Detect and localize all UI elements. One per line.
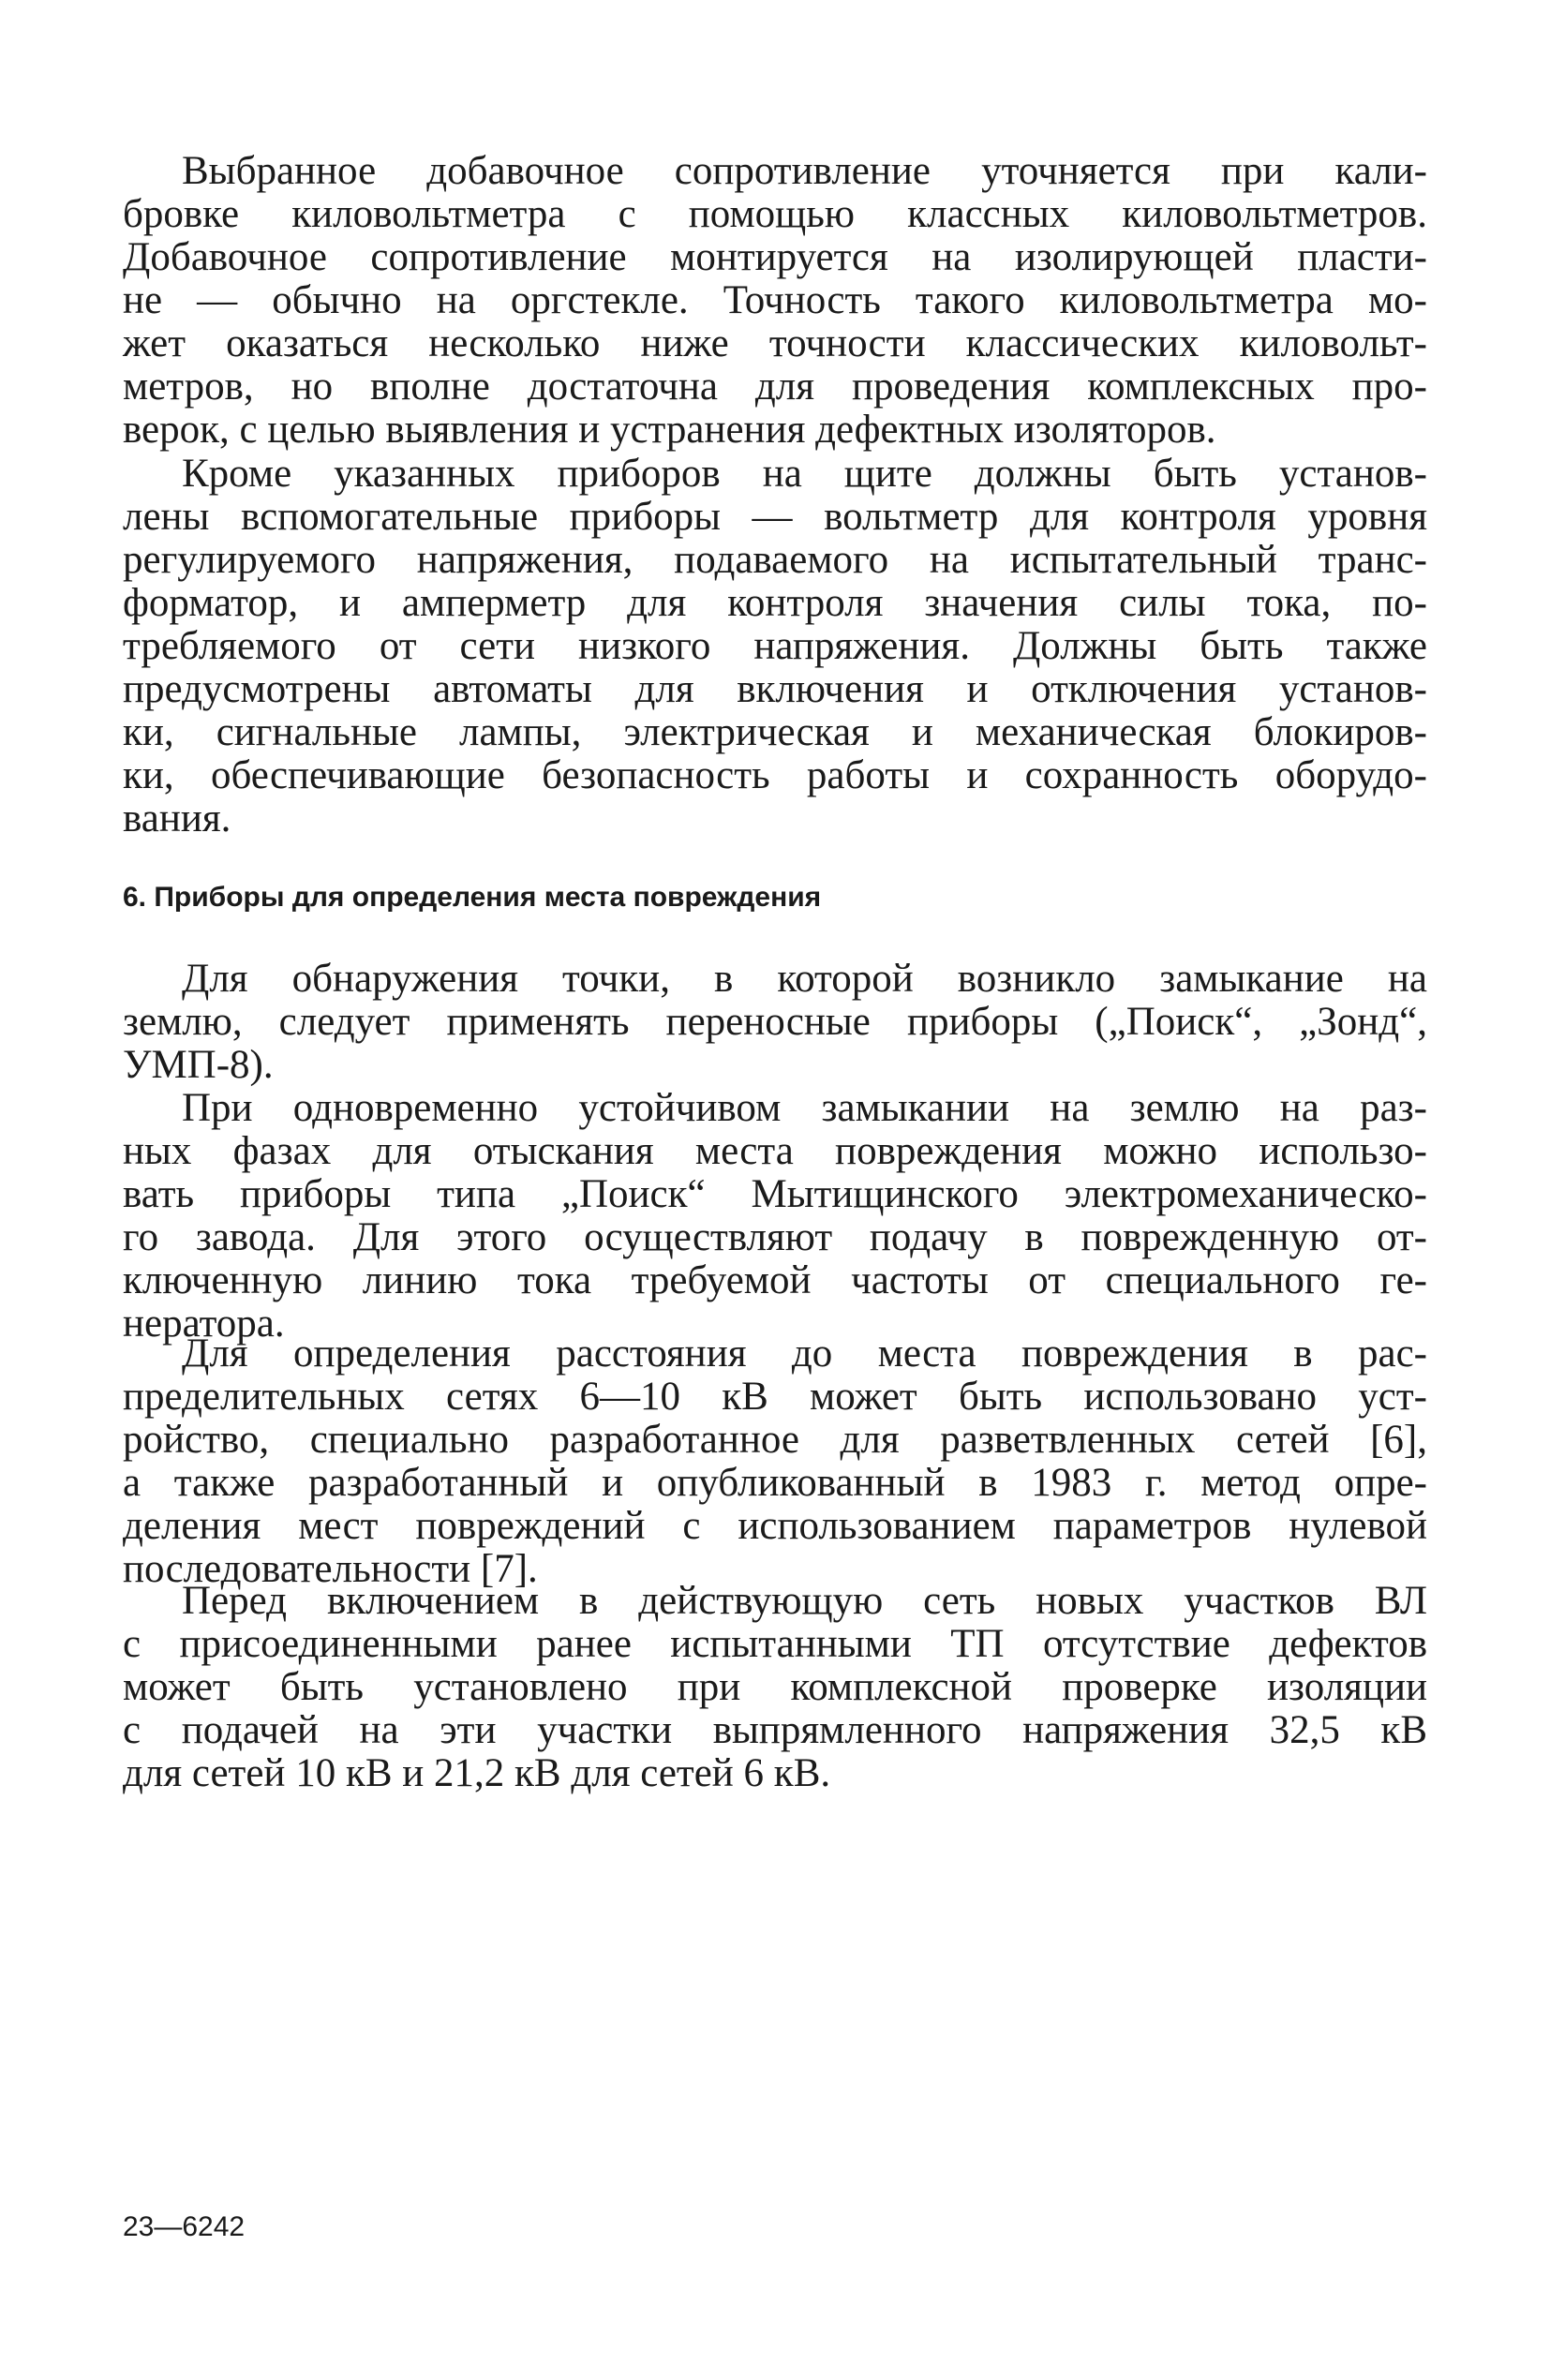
paragraph-2-line-9: вания.	[123, 796, 231, 840]
section-paragraph-2-line-4: го завода. Для этого осуществляют подачу в поврежденную от-	[123, 1215, 1427, 1259]
paragraph-1-line-1: Выбранное добавочное сопротивление уточняется при кали-	[182, 149, 1427, 193]
section-paragraph-4-line-4: с подачей на эти участки выпрямленного напряжения 32,5 кВ	[123, 1708, 1427, 1752]
section-paragraph-2-line-3: вать приборы типа „Поиск“ Мытищинского электромеханическо-	[123, 1172, 1427, 1216]
paragraph-2-line-6: предусмотрены автоматы для включения и отключения установ-	[123, 667, 1427, 711]
section-paragraph-4-line-3: может быть установлено при комплексной проверке изоляции	[123, 1665, 1427, 1709]
paragraph-1-line-3: Добавочное сопротивление монтируется на изолирующей пласти-	[123, 235, 1427, 279]
section-paragraph-3-line-5: деления мест повреждений с использованием параметров нулевой	[123, 1504, 1427, 1548]
paragraph-2-line-5: требляемого от сети низкого напряжения. Должны быть также	[123, 624, 1427, 668]
paragraph-1-line-5: жет оказаться несколько ниже точности классических киловольт-	[123, 321, 1427, 365]
section-paragraph-4-line-5: для сетей 10 кВ и 21,2 кВ для сетей 6 кВ.	[123, 1751, 831, 1795]
paragraph-1-line-4: не — обычно на оргстекле. Точность такого киловольтметра мо-	[123, 278, 1427, 322]
paragraph-2-line-2: лены вспомогательные приборы — вольтметр для контроля уровня	[123, 495, 1427, 539]
paragraph-2-line-1: Кроме указанных приборов на щите должны быть установ-	[182, 452, 1427, 496]
section-paragraph-3-line-3: ройство, специально разработанное для разветвленных сетей [6],	[123, 1418, 1427, 1462]
section-paragraph-2-line-5: ключенную линию тока требуемой частоты от специального ге-	[123, 1258, 1427, 1302]
section-paragraph-1-line-3: УМП-8).	[123, 1043, 274, 1087]
section-paragraph-3-line-2: пределительных сетях 6—10 кВ может быть использовано уст-	[123, 1375, 1427, 1419]
section-heading: 6. Приборы для определения места повреждения	[123, 882, 822, 913]
section-paragraph-2-line-2: ных фазах для отыскания места повреждения можно использо-	[123, 1129, 1427, 1173]
section-paragraph-3-line-4: а также разработанный и опубликованный в 1983 г. метод опре-	[123, 1461, 1427, 1505]
section-paragraph-1-line-1: Для обнаружения точки, в которой возникло замыкание на	[182, 957, 1427, 1001]
section-paragraph-3-line-1: Для определения расстояния до места повреждения в рас-	[182, 1331, 1427, 1376]
section-paragraph-4-line-1: Перед включением в действующую сеть новых участков ВЛ	[182, 1579, 1427, 1623]
section-paragraph-4-line-2: с присоединенными ранее испытанными ТП отсутствие дефектов	[123, 1622, 1427, 1666]
section-paragraph-2-line-6: нератора.	[123, 1302, 285, 1346]
paragraph-1-line-6: метров, но вполне достаточна для проведения комплексных про-	[123, 364, 1427, 409]
paragraph-2-line-3: регулируемого напряжения, подаваемого на испытательный транс-	[123, 538, 1427, 582]
paragraph-2-line-4: форматор, и амперметр для контроля значения силы тока, по-	[123, 581, 1427, 625]
paragraph-2-line-7: ки, сигнальные лампы, электрическая и механическая блокиров-	[123, 710, 1427, 754]
section-paragraph-3-line-6: последовательности [7].	[123, 1547, 538, 1591]
paragraph-2-line-8: ки, обеспечивающие безопасность работы и сохранность оборудо-	[123, 753, 1427, 797]
footer-signature: 23—6242	[123, 2211, 246, 2242]
section-paragraph-2-line-1: При одновременно устойчивом замыкании на землю на раз-	[182, 1086, 1427, 1130]
paragraph-1-line-7: верок, с целью выявления и устранения дефектных изоляторов.	[123, 408, 1216, 452]
section-paragraph-1-line-2: землю, следует применять переносные приборы („Поиск“, „Зонд“,	[123, 1000, 1427, 1044]
paragraph-1-line-2: бровке киловольтметра с помощью классных киловольтметров.	[123, 192, 1427, 236]
